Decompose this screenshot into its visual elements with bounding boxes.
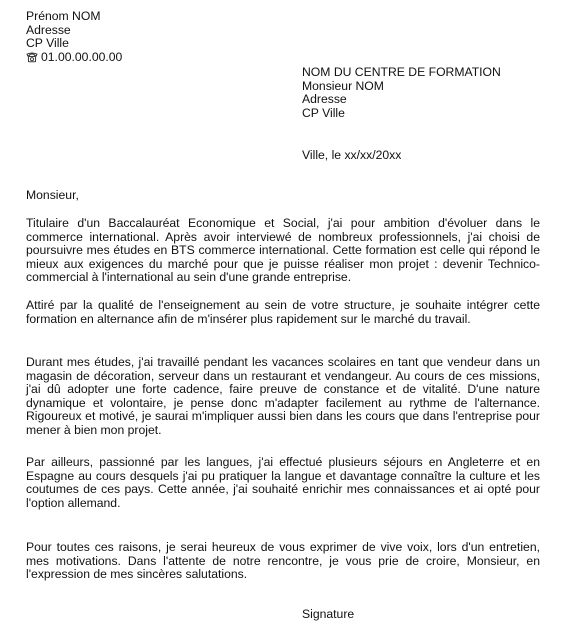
recipient-contact: Monsieur NOM	[302, 78, 384, 93]
sender-address: Adresse	[26, 22, 71, 37]
paragraph-motivation: Titulaire d'un Baccalauréat Economique et Social, j'ai pour ambition d'évoluer dans le commerce international. Après avoir interviewé de nombreux professionnels, j'ai choisi de poursuivre mes études en BTS commerce international. Cette formation est celle qui répond le mieux aux exigences du marché pour que je puisse réaliser mon projet : devenir Technico-commercial à l'international au sein d'une grande entreprise.	[26, 216, 540, 284]
recipient-address: Adresse	[302, 92, 347, 106]
sender-name: Prénom NOM	[26, 9, 101, 23]
sender-city: CP Ville	[26, 36, 69, 50]
telephone-icon	[26, 51, 38, 63]
recipient-block	[302, 66, 501, 120]
salutation: Monsieur,	[26, 188, 79, 202]
paragraph-languages: Par ailleurs, passionné par les langues, j'ai effectué plusieurs séjours en Angleterre et en Espagne au cours desquels j'ai pu pratiquer la langue et davantage connaître la culture et les coutumes de ces pays. Cette année, j'ai souhaité enrichir mes connaissances et ai opté pour l'option allemand.	[26, 455, 540, 510]
letter-date: Ville, le xx/xx/20xx	[302, 148, 402, 162]
paragraph-closing: Pour toutes ces raisons, je serai heureux de vous exprimer de vive voix, lors d'un entretien, mes motivations. Dans l'attente de notre rencontre, je vous prie de croire, Monsieur, en l'expression de mes sincères salutations.	[26, 540, 540, 581]
paragraph-school-choice: Attiré par la qualité de l'enseignement au sein de votre structure, je souhaite intégrer cette formation en alternance afin de m'insérer plus rapidement sur le marché du travail.	[26, 298, 540, 326]
sender-phone-line	[26, 51, 122, 65]
recipient-organization: NOM DU CENTRE DE FORMATION	[302, 65, 501, 79]
signature: Signature	[302, 607, 355, 621]
paragraph-experience: Durant mes études, j'ai travaillé pendant les vacances scolaires en tant que vendeur dans un magasin de décoration, serveur dans un restaurant et vendangeur. Au cours de ces missions, j'ai dû adopter une forte cadence, faire preuve de constance et de vitalité. D'une nature dynamique et volontaire, je pense donc m'adapter facilement au rythme de l'alternance. Rigoureux et motivé, je saurai m'impliquer aussi bien dans les cours que dans l'entreprise pour mener à bien mon projet.	[26, 355, 540, 437]
sender-block	[26, 10, 122, 64]
recipient-city: CP Ville	[302, 105, 345, 120]
sender-phone: 01.00.00.00.00	[41, 49, 123, 64]
